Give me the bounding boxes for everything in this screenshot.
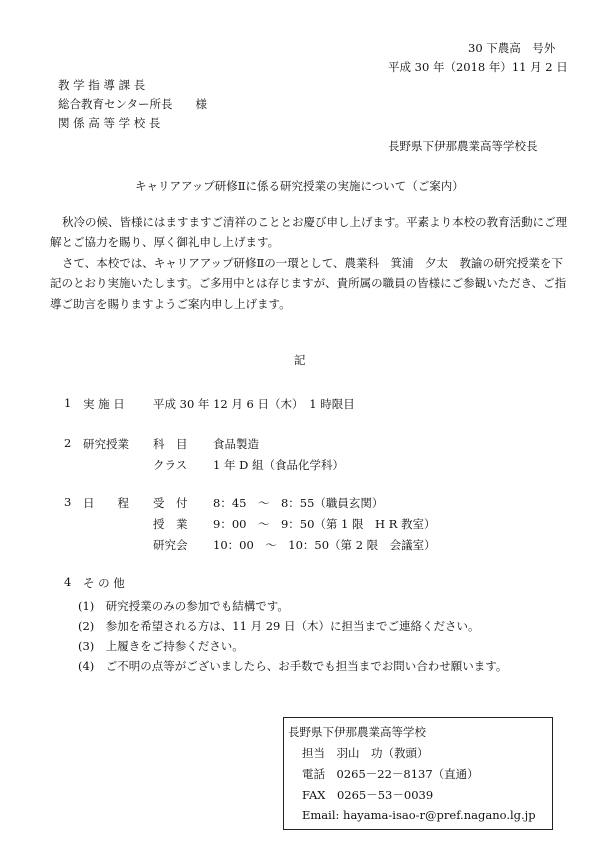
body-line: 秋冷の候、皆様にはますますご清祥のこととお慶び申し上げます。平素より本校の教育活動にご理 (62, 215, 568, 229)
item-value: 平成 30 年 12 月 6 日（木） 1 時限目 (153, 397, 355, 411)
recipient-1: 教 学 指 導 課 長 (58, 78, 146, 92)
ki-heading: 記 (294, 353, 306, 367)
recipient-2: 総合教育センター所長 様 (58, 97, 208, 111)
item-subvalue: 8：45 ～ 8：55（職員玄関） (213, 496, 384, 510)
note-item: (1) 研究授業のみの参加でも結構です。 (78, 599, 289, 613)
item-subkey: クラス (153, 458, 188, 472)
contact-person: 担当 羽山 功（教頭） (302, 746, 429, 760)
doc-number: 30 下農高 号外 (468, 41, 556, 55)
item-subkey: 科 目 (153, 437, 188, 451)
note-item: (3) 上履きをご持参ください。 (78, 639, 244, 653)
contact-box (283, 717, 553, 830)
contact-phone: 電話 0265－22－8137（直通） (302, 767, 479, 781)
body-line: 解とご協力を賜り、厚く御礼申し上げます。 (50, 235, 280, 249)
item-subkey: 受 付 (153, 496, 188, 510)
item-label: そ の 他 (83, 576, 125, 590)
item-label: 日 程 (83, 496, 129, 510)
item-subvalue: 10：00 ～ 10：50（第 2 限 会議室） (213, 538, 436, 552)
body-line: さて、本校では、キャリアアップ研修Ⅱの一環として、農業科 箕浦 夕太 教諭の研究授業を下 (62, 256, 564, 270)
item-subvalue: 1 年 D 組（食品化学科） (213, 458, 345, 472)
contact-email: Email: hayama-isao-r@pref.nagano.lg.jp (302, 808, 536, 822)
note-item: (2) 参加を希望される方は、11 月 29 日（木）に担当までご連絡ください。 (78, 619, 480, 633)
body-line: 導ご助言を賜りますようご案内申し上げます。 (50, 297, 291, 311)
contact-school: 長野県下伊那農業高等学校 (288, 725, 426, 739)
item-subvalue: 食品製造 (213, 437, 259, 451)
contact-fax: FAX 0265－53－0039 (302, 788, 434, 802)
item-label: 研究授業 (83, 437, 129, 451)
item-label: 実 施 日 (83, 397, 125, 411)
note-item: (4) ご不明の点等がございましたら、お手数でも担当までお問い合わせ願います。 (78, 659, 508, 673)
item-subkey: 授 業 (153, 517, 188, 531)
issue-date: 平成 30 年（2018 年）11 月 2 日 (388, 60, 568, 74)
item-subvalue: 9：00 ～ 9：50（第 1 限 H R 教室） (213, 517, 436, 531)
sender: 長野県下伊那農業高等学校長 (388, 139, 538, 153)
item-number: 3 (64, 495, 72, 509)
recipient-3: 関 係 高 等 学 校 長 (58, 116, 161, 130)
document-title: キャリアアップ研修Ⅱに係る研究授業の実施について（ご案内） (135, 179, 464, 193)
item-number: 2 (64, 436, 72, 450)
body-line: 記のとおり実施いたします。ご多用中とは存じますが、貴所属の職員の皆様にご参観いただき、ご指 (50, 276, 567, 290)
item-number: 1 (64, 396, 72, 410)
item-subkey: 研究会 (153, 538, 188, 552)
item-number: 4 (64, 575, 72, 589)
